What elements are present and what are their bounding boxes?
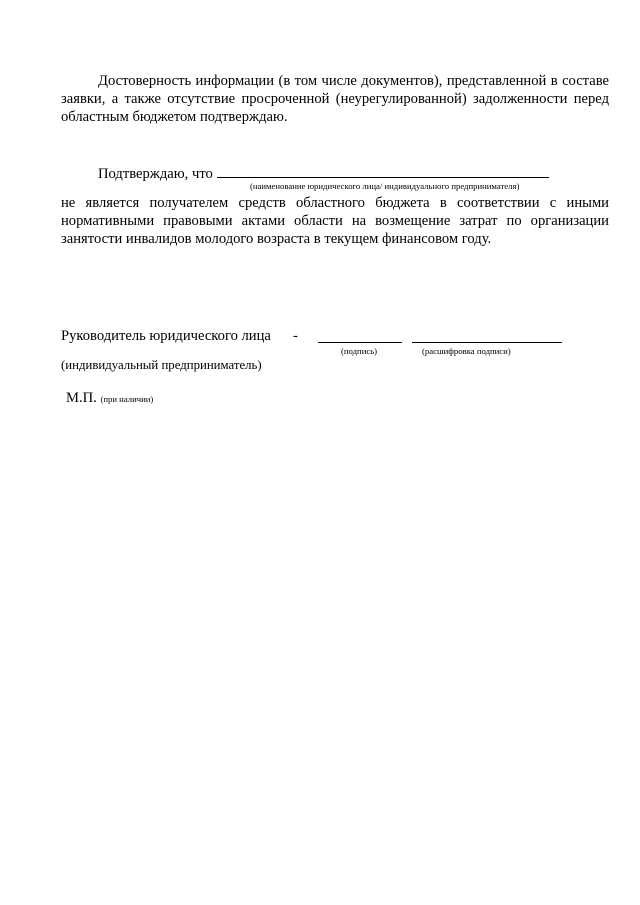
- confirm-line: [98, 163, 549, 183]
- signature-caption: (подпись): [341, 346, 378, 356]
- head-dash: -: [293, 328, 298, 344]
- head-label: Руководитель юридического лица: [61, 328, 271, 344]
- entrepreneur-label: (индивидуальный предприниматель): [61, 358, 262, 372]
- confirm-prefix: Подтверждаю, что: [98, 166, 213, 182]
- stamp-line: [66, 389, 153, 408]
- organization-name-field[interactable]: [217, 163, 549, 178]
- stamp-label: М.П.: [66, 390, 97, 406]
- signature-field[interactable]: [318, 342, 402, 343]
- stamp-note: (при наличии): [100, 394, 154, 404]
- not-recipient-paragraph: не является получателем средств областного бюджета в соответствии с иными нормативными правовыми актами области на возмещение затрат по организации занятости инвалидов молодого возраста в текущем финансовом году.: [61, 195, 609, 247]
- signature-decoding-field[interactable]: [412, 342, 562, 343]
- confirmation-paragraph: Достоверность информации (в том числе документов), представленной в составе заявки, а также отсутствие просроченной (неурегулированной) задолженности перед областным бюджетом подтверждаю.: [61, 73, 609, 125]
- signature-decoding-caption: (расшифровка подписи): [422, 346, 511, 356]
- organization-name-caption: (наименование юридического лица/ индивидуального предпринимателя): [250, 181, 520, 191]
